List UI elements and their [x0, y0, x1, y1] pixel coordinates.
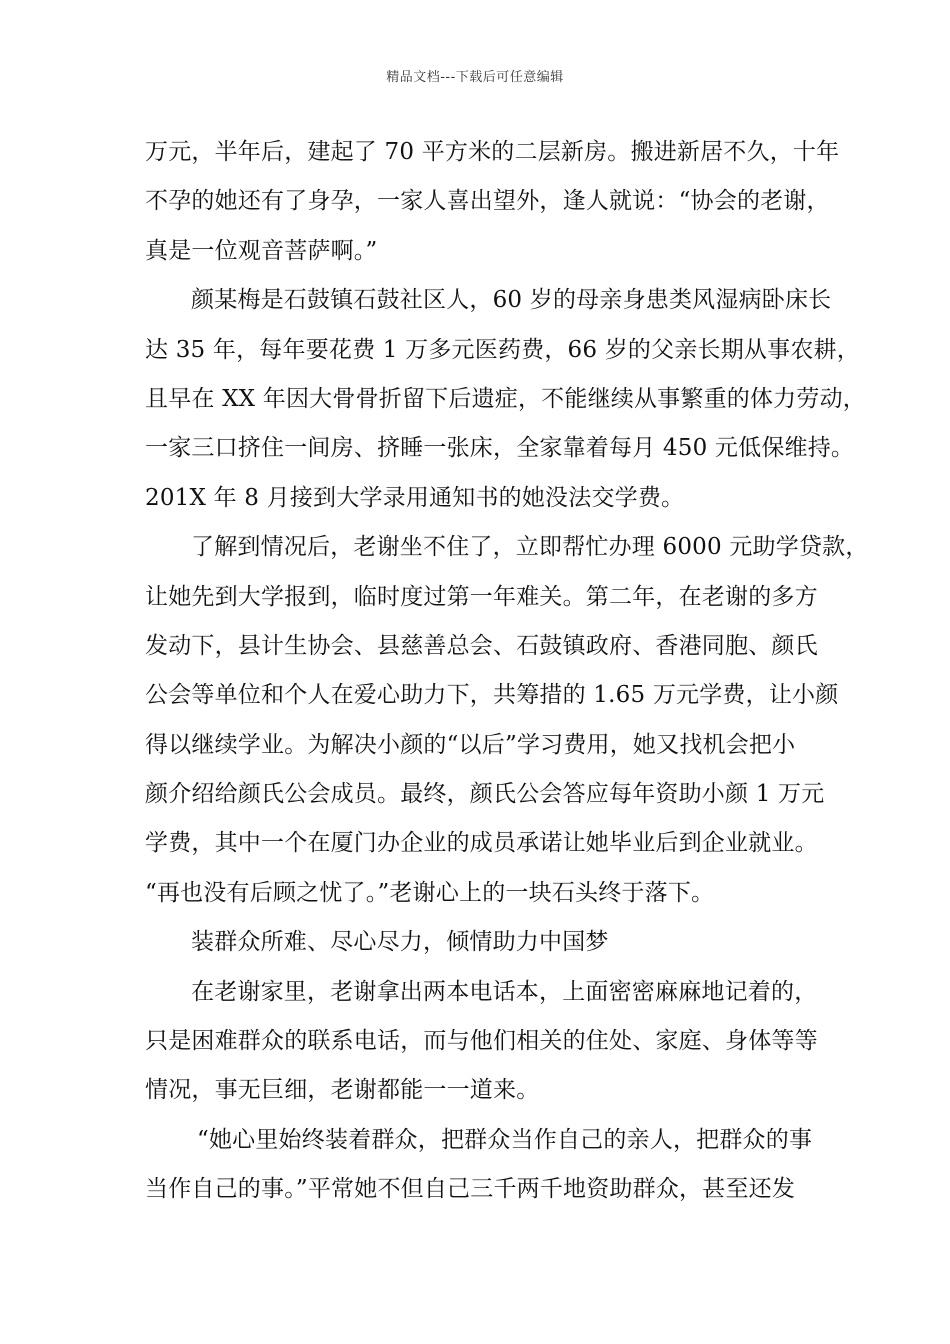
- text-line: 得以继续学业。为解决小颜的“以后”学习费用，她又找机会把小: [145, 731, 796, 758]
- text-line: 颜介绍给颜氏公会成员。最终，颜氏公会答应每年资助小颜 1 万元: [145, 781, 825, 808]
- text-line: 达 35 年，每年要花费 1 万多元医药费，66 岁的父亲长期从事农耕，: [145, 336, 860, 363]
- paragraph-first-line: “她心里始终装着群众，把群众当作自己的亲人，把群众的事: [197, 1126, 813, 1153]
- text-line: 一家三口挤住一间房、挤睡一张床，全家靠着每月 450 元低保维持。: [145, 435, 855, 462]
- text-line: 公会等单位和个人在爱心助力下，共筹措的 1.65 万元学费，让小颜: [145, 682, 839, 709]
- text-line: 只是困难群众的联系电话，而与他们相关的住处、家庭、身体等等: [145, 1028, 818, 1055]
- text-line: 万元，半年后，建起了 70 平方米的二层新房。搬进新居不久，十年: [145, 139, 840, 165]
- text-line: 当作自己的事。”平常她不但自己三千两千地资助群众，甚至还发: [145, 1176, 796, 1203]
- document-body: [145, 128, 869, 1215]
- text-line: 201X 年 8 月接到大学录用通知书的她没法交学费。: [145, 484, 685, 511]
- text-line: 发动下，县计生协会、县慈善总会、石鼓镇政府、香港同胞、颜氏: [145, 632, 818, 659]
- page-header: 精品文档---下载后可任意编辑: [386, 70, 564, 85]
- text-line: 真是一位观音菩萨啊。”: [145, 237, 378, 264]
- text-line: 学费，其中一个在厦门办企业的成员承诺让她毕业后到企业就业。: [145, 830, 818, 857]
- paragraph-first-line: 了解到情况后，老谢坐不住了，立即帮忙办理 6000 元助学贷款，: [191, 534, 869, 561]
- text-line: 情况，事无巨细，老谢都能一一道来。: [145, 1077, 540, 1104]
- paragraph-first-line: 颜某梅是石鼓镇石鼓社区人，60 岁的母亲身患类风湿病卧床长: [191, 287, 832, 314]
- text-line: 且早在 XX 年因大骨骨折留下后遗症，不能继续从事繁重的体力劳动，: [145, 385, 866, 412]
- text-line: 不孕的她还有了身孕，一家人喜出望外，逢人就说：“协会的老谢，: [145, 188, 830, 215]
- text-line: “再也没有后顾之忧了。”老谢心上的一块石头终于落下。: [145, 879, 715, 906]
- text-line: 让她先到大学报到，临时度过第一年难关。第二年，在老谢的多方: [145, 583, 818, 610]
- section-heading: 装群众所难、尽心尽力，倾情助力中国梦: [191, 929, 609, 956]
- paragraph-first-line: 在老谢家里，老谢拿出两本电话本，上面密密麻麻地记着的，: [191, 978, 818, 1005]
